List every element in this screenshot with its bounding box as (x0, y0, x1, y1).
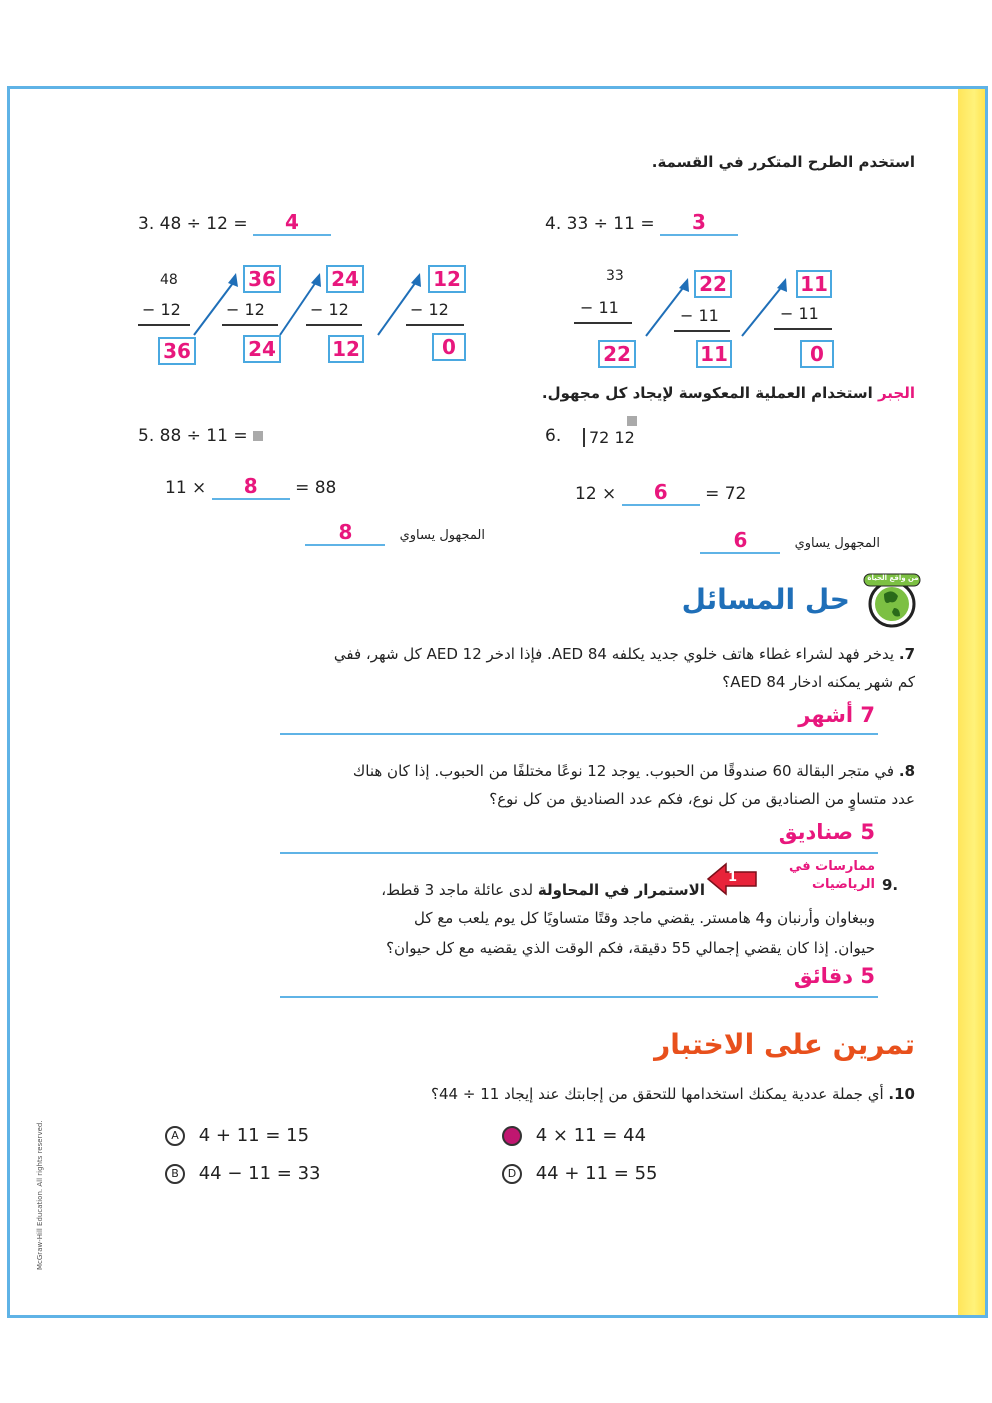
q8-line1: في متجر البقالة 60 صندوقًا من الحبوب. يوجد 12 نوعًا مختلفًا من الحبوب. إذا كان هناك (352, 762, 895, 780)
instruction-repeated-subtraction: استخدم الطرح المتكرر في القسمة. (651, 153, 915, 171)
p3-question (138, 210, 331, 236)
p6-answer-blank[interactable]: 6 (622, 480, 700, 506)
p3-subtract-1: − 12 (226, 300, 265, 319)
q9-bold-phrase: الاستمرار في المحاولة (537, 881, 705, 899)
p4-result-box-0[interactable]: 22 (598, 340, 636, 368)
p3-line-1 (222, 324, 278, 326)
p4-subtract-1: − 11 (680, 306, 719, 325)
q10-text (250, 1080, 915, 1108)
p5-left: 11 × (165, 478, 207, 498)
option-c-bubble-selected[interactable]: C (502, 1126, 522, 1146)
q10-option-c[interactable] (502, 1125, 646, 1146)
p4-subtract-2: − 11 (780, 304, 819, 323)
q10-number: 10. (888, 1085, 915, 1103)
q8-answer-line (280, 852, 878, 854)
p4-result-box-2[interactable]: 0 (800, 340, 834, 368)
p4-line-0 (574, 322, 632, 324)
p6-division: 72 12 (583, 428, 635, 447)
p3-result-box-3[interactable]: 0 (432, 333, 466, 361)
option-a-text: 4 + 11 = 15 (198, 1125, 310, 1146)
p3-subtract-0: − 12 (142, 300, 181, 319)
p6-number: 6. (545, 426, 562, 446)
q10-option-a[interactable] (165, 1125, 309, 1146)
page-frame (7, 86, 988, 1318)
p4-subtract-0: − 11 (580, 298, 619, 317)
p6-right: = 72 (705, 484, 747, 504)
p4-line-2 (774, 328, 832, 330)
math-practices-line2: الرياضيات (811, 877, 875, 892)
q7-text (125, 640, 915, 696)
p3-box-top-1[interactable]: 24 (326, 265, 364, 293)
option-b-bubble[interactable]: B (165, 1164, 185, 1184)
p3-result-box-1[interactable]: 24 (243, 335, 281, 363)
q9-number: 9. (882, 876, 899, 894)
p4-box-top-0[interactable]: 22 (694, 270, 732, 298)
q8-number: 8. (898, 762, 915, 780)
math-practices-line1: ممارسات في (788, 859, 875, 874)
unknown-square-icon-2 (627, 416, 637, 426)
q10-option-b[interactable] (165, 1163, 321, 1184)
yellow-side-strip (958, 89, 985, 1315)
q9-line1-row (290, 876, 705, 904)
p3-start-number: 48 (160, 272, 178, 288)
p5-unknown-blank[interactable]: 8 (305, 520, 385, 546)
p5-equation (165, 474, 336, 500)
p4-start-number: 33 (606, 268, 624, 284)
q7-line1: يدخر فهد لشراء غطاء هاتف خلوي جديد يكلفه 84 AED. فإذا ادخر 12 AED كل شهر، ففي (333, 645, 895, 663)
algebra-label: الجبر (877, 384, 915, 402)
q9-line1: لدى عائلة ماجد 3 قطط، (381, 881, 534, 899)
p5-question-text: 5. 88 ÷ 11 = (138, 426, 248, 446)
p6-unknown-blank[interactable]: 6 (700, 528, 780, 554)
instruction-inverse-operation (400, 384, 915, 402)
q9-answer-line (280, 996, 878, 998)
unknown-square-icon (253, 431, 263, 441)
p5-right: = 88 (295, 478, 337, 498)
p3-box-top-0[interactable]: 36 (243, 265, 281, 293)
p6-left: 12 × (575, 484, 617, 504)
p3-box-top-2[interactable]: 12 (428, 265, 466, 293)
practice-arrow-number: 1 (728, 870, 738, 885)
problem-solving-title: حل المسائل (681, 583, 850, 616)
q7-line2: كم شهر يمكنه ادخار 84 AED؟ (722, 673, 915, 691)
side-credit: McGraw-Hill Education. All rights reserved. (36, 1120, 44, 1270)
p4-result-box-1[interactable]: 11 (696, 340, 732, 368)
real-world-badge (858, 572, 922, 628)
q10-option-d[interactable] (502, 1163, 658, 1184)
p3-line-2 (306, 324, 362, 326)
q9-answer[interactable]: 5 دقائق (793, 964, 875, 988)
p3-question-text: 3. 48 ÷ 12 = (138, 214, 248, 234)
p3-result-box-0[interactable]: 36 (158, 337, 196, 365)
p4-box-top-1[interactable]: 11 (796, 270, 832, 298)
p4-answer-blank[interactable]: 3 (660, 210, 738, 236)
q9-line2: وببغاوان وأرنبان و4 هامستر. يقضي ماجد وقتًا متساويًا كل يوم يلعب مع كل (414, 909, 875, 927)
p4-question (545, 210, 738, 236)
q10-question: أي جملة عددية يمكنك استخدامها للتحقق من إجابتك عند إيجاد 11 ÷ 44؟ (431, 1085, 884, 1103)
p6-unknown-label: المجهول يساوي (794, 536, 880, 551)
p4-question-text: 4. 33 ÷ 11 = (545, 214, 655, 234)
p5-answer-blank[interactable]: 8 (212, 474, 290, 500)
p6-equation (575, 480, 746, 506)
test-practice-title: تمرين على الاختبار (654, 1028, 915, 1061)
q8-answer[interactable]: 5 صناديق (778, 820, 875, 844)
p4-line-1 (674, 330, 730, 332)
p5-question (138, 426, 263, 446)
p3-subtract-3: − 12 (410, 300, 449, 319)
q7-answer-line (280, 733, 878, 735)
p6-unknown-row (660, 528, 880, 554)
q7-answer[interactable]: 7 أشهر (798, 703, 875, 727)
p5-unknown-label: المجهول يساوي (399, 528, 485, 543)
q7-number: 7. (898, 645, 915, 663)
option-d-text: 44 + 11 = 55 (535, 1163, 658, 1184)
p3-answer-blank[interactable]: 4 (253, 210, 331, 236)
p3-subtract-2: − 12 (310, 300, 349, 319)
q8-line2: عدد متساوٍ من الصناديق من كل نوع، فكم عدد الصناديق من كل نوع؟ (489, 790, 915, 808)
math-practices-label (760, 858, 875, 894)
option-a-bubble[interactable]: A (165, 1126, 185, 1146)
instruction-inverse-text: استخدام العملية المعكوسة لإيجاد كل مجهول. (541, 384, 873, 402)
q9-line3: حيوان. إذا كان يقضي إجمالي 55 دقيقة، فكم الوقت الذي يقضيه مع كل حيوان؟ (386, 939, 875, 957)
p5-unknown-row (265, 520, 485, 546)
option-d-bubble[interactable]: D (502, 1164, 522, 1184)
p3-line-0 (138, 324, 190, 326)
real-world-badge-text: من واقع الحياة (867, 574, 919, 582)
p3-line-3 (406, 324, 464, 326)
p3-result-box-2[interactable]: 12 (328, 335, 364, 363)
option-c-text: 4 × 11 = 44 (535, 1125, 647, 1146)
q8-text (125, 757, 915, 813)
option-b-text: 44 − 11 = 33 (198, 1163, 321, 1184)
